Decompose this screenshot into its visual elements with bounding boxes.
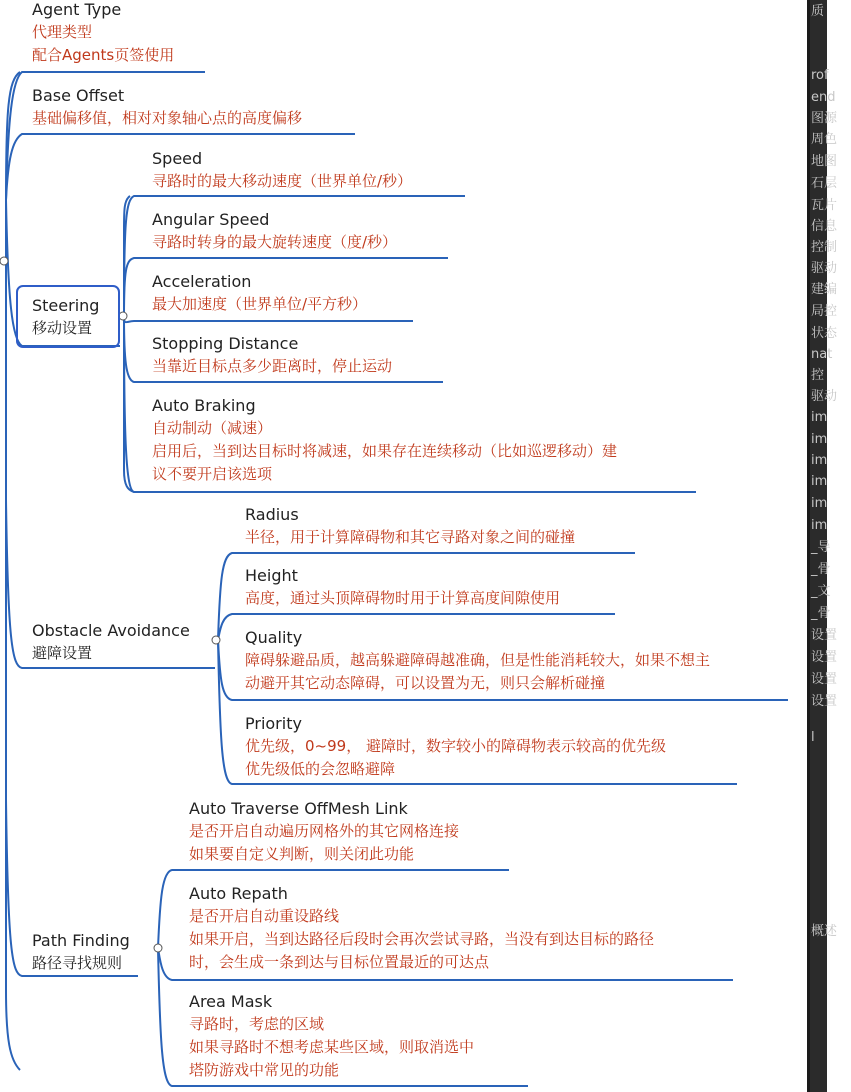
node-title: Area Mask (189, 992, 273, 1011)
node-desc: 如果要自定义判断，则关闭此功能 (189, 845, 415, 863)
collapse-toggle-root (0, 257, 8, 265)
node-obstacle-avoidance[interactable] (32, 619, 190, 665)
node-radius[interactable] (245, 503, 575, 549)
side-text: end (811, 90, 836, 105)
node-desc: 优先级，0~99， 避障时，数字较小的障碍物表示较高的优先级 (245, 737, 666, 755)
side-text: _文 (811, 584, 831, 599)
node-desc: 动避开其它动态障碍，可以设置为无，则只会解析碰撞 (245, 674, 606, 692)
node-desc: 当靠近目标点多少距离时，停止运动 (152, 357, 393, 375)
node-title: Base Offset (32, 86, 125, 105)
node-title: Priority (245, 714, 302, 733)
side-text: 设置 (811, 672, 838, 687)
side-text: 设置 (811, 694, 838, 709)
node-desc: 路径寻找规则 (32, 954, 123, 972)
node-acceleration[interactable] (152, 270, 367, 316)
node-path-finding[interactable] (32, 929, 130, 975)
side-text: im (811, 474, 828, 489)
node-desc: 塔防游戏中常见的功能 (189, 1061, 340, 1079)
node-base-offset[interactable] (32, 84, 302, 130)
side-text: nat (811, 347, 833, 362)
node-title: Auto Traverse OffMesh Link (189, 799, 408, 818)
node-title: Radius (245, 505, 299, 524)
node-title: Auto Braking (152, 396, 256, 415)
node-auto-repath[interactable] (189, 882, 654, 974)
node-desc: 是否开启自动遍历网格外的其它网格连接 (189, 822, 460, 840)
collapse-toggle-obstacle (212, 636, 220, 644)
node-quality[interactable] (245, 626, 710, 695)
side-text: _骨 (811, 562, 831, 577)
node-desc: 自动制动（减速） (152, 419, 273, 437)
side-text: 信息 (811, 219, 838, 234)
node-title: Angular Speed (152, 210, 270, 229)
node-desc: 高度，通过头顶障碍物时用于计算高度间隙使用 (245, 589, 561, 607)
panel-divider (807, 0, 810, 1092)
node-desc: 配合Agents页签使用 (32, 46, 175, 64)
side-text: 建编 (811, 282, 838, 297)
node-desc: 优先级低的会忽略避障 (245, 760, 396, 778)
node-title: Steering (32, 296, 100, 315)
side-text: 周色 (811, 132, 838, 147)
side-text: 驱动 (811, 261, 838, 276)
node-title: Path Finding (32, 931, 130, 950)
side-text: im (811, 432, 828, 447)
side-text: 驱动 (811, 389, 838, 404)
node-desc: 如果寻路时不想考虑某些区域，则取消选中 (189, 1038, 475, 1056)
node-desc: 寻路时转身的最大旋转速度（度/秒） (152, 233, 398, 251)
node-angular-speed[interactable] (152, 208, 397, 254)
side-text: im (811, 496, 828, 511)
side-text: 设置 (811, 628, 838, 643)
node-area-mask[interactable] (189, 990, 474, 1082)
collapse-toggle-steering (119, 312, 127, 320)
node-steering[interactable] (32, 294, 99, 340)
node-title: Agent Type (32, 0, 122, 19)
side-text: 石层 (811, 176, 838, 191)
side-text: im (811, 410, 828, 425)
node-desc: 是否开启自动重设路线 (189, 907, 340, 925)
side-text: 局控 (811, 304, 838, 319)
node-desc: 基础偏移值，相对对象轴心点的高度偏移 (32, 109, 303, 127)
node-desc: 代理类型 (32, 23, 93, 41)
node-title: Speed (152, 149, 203, 168)
side-text: 设置 (811, 650, 838, 665)
node-auto-traverse-offmesh-link[interactable] (189, 797, 459, 866)
side-text: 质 (811, 4, 825, 19)
node-desc: 移动设置 (32, 319, 93, 337)
side-panel (807, 0, 838, 1092)
node-height[interactable] (245, 564, 560, 610)
node-stopping-distance[interactable] (152, 332, 392, 378)
node-priority[interactable] (245, 712, 666, 781)
node-desc: 如果开启，当到达路径后段时会再次尝试寻路，当没有到达目标的路径 (189, 930, 655, 948)
node-speed[interactable] (152, 147, 412, 193)
node-title: Quality (245, 628, 303, 647)
node-desc: 寻路时的最大移动速度（世界单位/秒） (152, 172, 413, 190)
node-desc: 半径，用于计算障碍物和其它寻路对象之间的碰撞 (245, 528, 576, 546)
node-title: Obstacle Avoidance (32, 621, 190, 640)
side-text: 概述 (811, 924, 838, 939)
node-title: Auto Repath (189, 884, 288, 903)
node-desc: 最大加速度（世界单位/平方秒） (152, 295, 368, 313)
node-auto-braking[interactable] (152, 394, 617, 486)
side-text: 图源 (811, 111, 838, 126)
node-agent-type[interactable] (32, 0, 174, 67)
branch-acceleration (124, 316, 413, 322)
side-text: l (811, 730, 815, 745)
side-text: im (811, 518, 828, 533)
node-title: Stopping Distance (152, 334, 299, 353)
side-text: 控 (811, 368, 825, 383)
side-text: 地图 (811, 154, 838, 169)
side-text: 瓦片 (811, 198, 838, 213)
side-text: 控制 (811, 240, 838, 255)
side-text: 状态 (811, 326, 838, 341)
side-text: _导 (811, 540, 831, 555)
collapse-toggle-path-finding (154, 944, 162, 952)
node-desc: 议不要开启该选项 (152, 465, 273, 483)
node-desc: 障碍躲避品质，越高躲避障碍越准确，但是性能消耗较大，如果不想主 (245, 651, 711, 669)
node-title: Height (245, 566, 298, 585)
side-text: _骨 (811, 606, 831, 621)
side-text: im (811, 453, 828, 468)
node-desc: 启用后，当到达目标时将减速，如果存在连续移动（比如巡逻移动）建 (152, 442, 618, 460)
side-text: rof (811, 68, 829, 83)
node-desc: 寻路时，考虑的区域 (189, 1015, 325, 1033)
node-desc: 避障设置 (32, 644, 93, 662)
node-desc: 时，会生成一条到达与目标位置最近的可达点 (189, 953, 490, 971)
node-title: Acceleration (152, 272, 252, 291)
